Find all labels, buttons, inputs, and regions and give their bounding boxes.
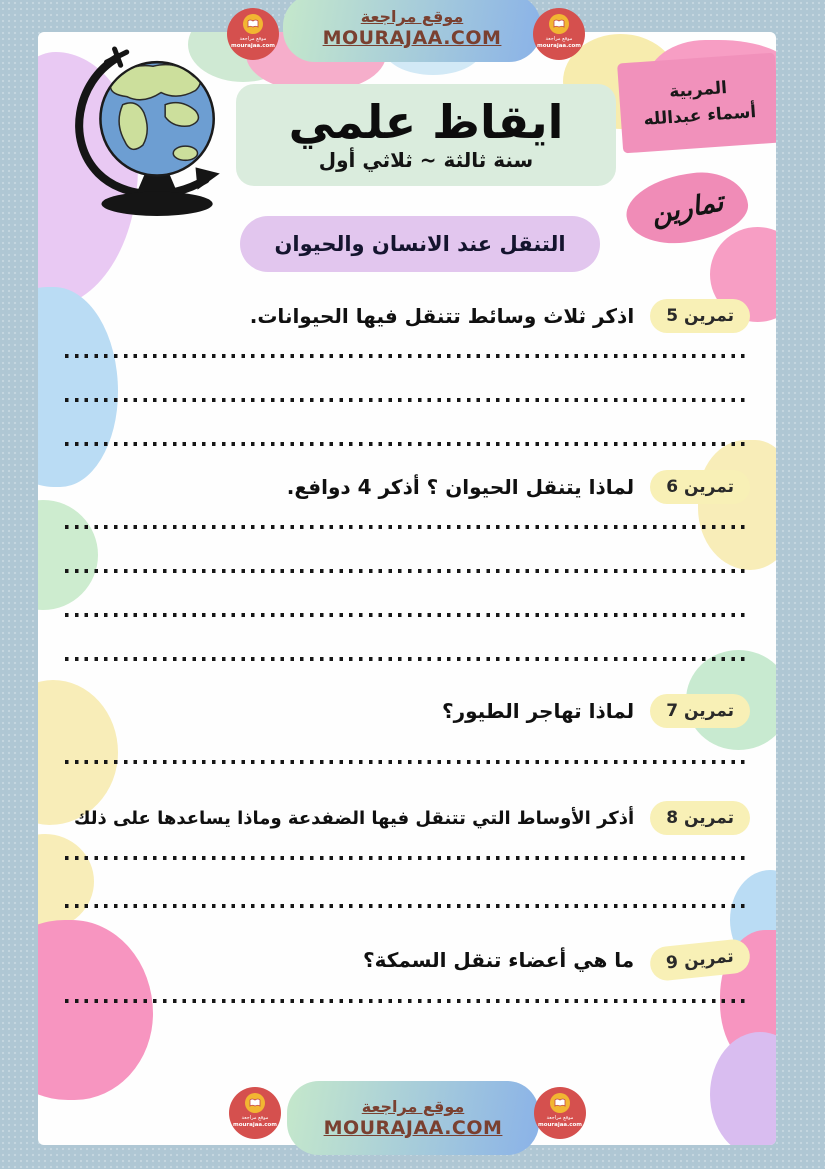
exercise-question: ما هي أعضاء تنقل السمكة؟ [362,948,635,972]
answer-dotted-line [65,354,750,358]
site-logo-seal [227,8,279,60]
exercise-badge: تمرين 6 [650,470,750,504]
exercise-question: لماذا تهاجر الطيور؟ [441,699,635,723]
seal-text: موقع مراجعة mourajaa.com [536,36,582,49]
teacher-card-line1: المربية [668,77,728,102]
footer-site-banner [287,1081,539,1155]
topic-label: التنقل عند الانسان والحيوان [274,232,566,256]
exercise-question: أذكر الأوساط التي تتنقل فيها الضفدعة وماذا يساعدها على ذلك [73,807,635,829]
exercises-heading-label: تمارين [648,185,726,231]
page-subtitle: سنة ثالثة ~ ثلاثي أول [318,148,534,173]
page-title: ايقاظ علمي [288,94,564,149]
exercise-row [65,796,750,840]
exercise-block [65,796,750,908]
exercise-block [65,938,750,1003]
site-name-link[interactable]: موقع مراجعة [360,7,464,26]
site-domain-link[interactable]: MOURAJAA.COM [322,27,502,49]
answer-dotted-line [65,904,750,908]
answer-dotted-line [65,760,750,764]
exercise-badge: تمرين 9 [649,938,752,982]
site-domain-link[interactable]: MOURAJAA.COM [323,1117,503,1139]
exercises-list [38,32,776,1145]
exercise-badge: تمرين 8 [650,801,750,835]
exercise-row [65,689,750,733]
exercise-block [65,465,750,661]
seal-text: موقع مراجعة mourajaa.com [232,1115,278,1128]
answer-dotted-line [65,569,750,573]
exercise-question: لماذا يتنقل الحيوان ؟ أذكر 4 دوافع. [286,475,635,499]
answer-dotted-line [65,525,750,529]
book-icon [550,1093,570,1113]
site-logo-seal [534,1087,586,1139]
exercise-badge: تمرين 7 [650,694,750,728]
seal-text: موقع مراجعة mourajaa.com [537,1115,583,1128]
answer-dotted-line [65,613,750,617]
exercise-row [65,465,750,509]
seal-text: موقع مراجعة mourajaa.com [230,36,276,49]
answer-dotted-line [65,999,750,1003]
header-site-banner [283,0,541,62]
exercise-block [65,689,750,764]
exercise-row [65,294,750,338]
book-icon [549,14,569,34]
answer-dotted-line [65,657,750,661]
exercise-row [65,938,750,982]
site-logo-seal [533,8,585,60]
answer-dotted-line [65,398,750,402]
book-icon [245,1093,265,1113]
exercise-badge: تمرين 5 [650,299,750,333]
site-name-link[interactable]: موقع مراجعة [361,1097,465,1116]
worksheet-paper [38,32,776,1145]
exercise-block [65,294,750,446]
answer-dotted-line [65,442,750,446]
teacher-card-line2: أسماء عبدالله [642,102,757,130]
answer-dotted-line [65,856,750,860]
book-icon [243,14,263,34]
exercise-question: اذكر ثلاث وسائط تتنقل فيها الحيوانات. [249,304,635,328]
site-logo-seal [229,1087,281,1139]
